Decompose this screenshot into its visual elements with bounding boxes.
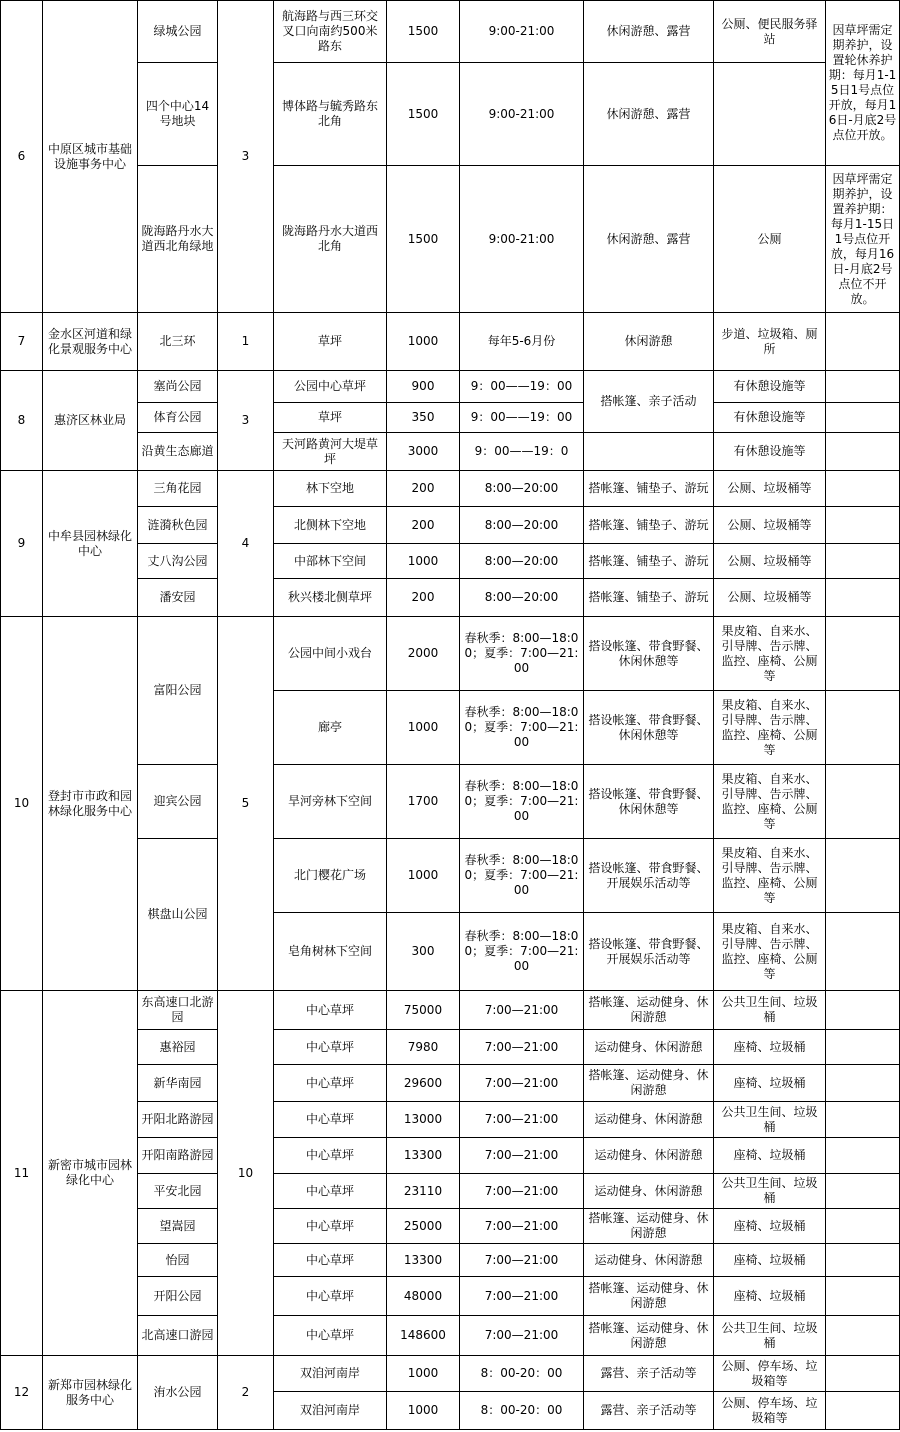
opening-hours-cell: 春秋季：8:00—18:00；夏季：7:00—21:00 [460, 839, 584, 913]
location-cell: 中心草坪 [274, 1277, 387, 1316]
area-cell: 3000 [387, 433, 460, 471]
remark-cell [826, 691, 900, 765]
location-cell: 中心草坪 [274, 1030, 387, 1065]
remark-cell [826, 1209, 900, 1244]
facilities-cell: 果皮箱、自来水、引导牌、告示牌、监控、座椅、公厕等 [714, 839, 826, 913]
area-cell: 13300 [387, 1244, 460, 1277]
remark-cell [826, 1356, 900, 1392]
park-name-cell: 北三环 [138, 313, 218, 371]
opening-hours-cell: 8:00—20:00 [460, 579, 584, 617]
park-name-cell: 开阳北路游园 [138, 1102, 218, 1138]
serial-number-cell: 8 [1, 371, 43, 471]
activity-cell: 露营、亲子活动等 [584, 1356, 714, 1392]
location-cell: 中心草坪 [274, 1174, 387, 1209]
management-unit-cell: 惠济区林业局 [43, 371, 138, 471]
point-count-cell: 4 [218, 471, 274, 617]
facilities-cell: 座椅、垃圾桶 [714, 1065, 826, 1102]
area-cell: 900 [387, 371, 460, 403]
opening-hours-cell: 9：00——19：00 [460, 371, 584, 403]
facilities-cell: 公厕 [714, 166, 826, 313]
location-cell: 北门樱花广场 [274, 839, 387, 913]
opening-hours-cell: 春秋季：8:00—18:00；夏季：7:00—21:00 [460, 617, 584, 691]
opening-hours-cell: 7:00—21:00 [460, 1209, 584, 1244]
area-cell: 1700 [387, 765, 460, 839]
park-name-cell: 开阳南路游园 [138, 1138, 218, 1174]
activity-cell: 运动健身、休闲游憩 [584, 1138, 714, 1174]
park-name-cell: 潘安园 [138, 579, 218, 617]
location-cell: 草坪 [274, 313, 387, 371]
remark-cell [826, 913, 900, 991]
opening-hours-cell: 7:00—21:00 [460, 1244, 584, 1277]
facilities-cell: 座椅、垃圾桶 [714, 1209, 826, 1244]
activity-cell: 休闲游憩、露营 [584, 1, 714, 63]
activity-cell: 搭设帐篷、带食野餐、休闲休憩等 [584, 617, 714, 691]
facilities-cell: 公厕、垃圾桶等 [714, 579, 826, 617]
location-cell: 北侧林下空地 [274, 507, 387, 544]
location-cell: 双洎河南岸 [274, 1356, 387, 1392]
park-name-cell: 三角花园 [138, 471, 218, 507]
location-cell: 双洎河南岸 [274, 1392, 387, 1430]
management-unit-cell: 新密市城市园林绿化中心 [43, 991, 138, 1356]
facilities-cell: 公厕、垃圾桶等 [714, 544, 826, 579]
opening-hours-cell: 9:00-21:00 [460, 166, 584, 313]
activity-cell: 搭设帐篷、带食野餐、休闲休憩等 [584, 691, 714, 765]
facilities-cell: 公厕、停车场、垃圾箱等 [714, 1356, 826, 1392]
area-cell: 1000 [387, 839, 460, 913]
activity-cell: 休闲游憩、露营 [584, 166, 714, 313]
park-name-cell: 怡园 [138, 1244, 218, 1277]
activity-cell: 搭帐篷、运动健身、休闲游憩 [584, 1316, 714, 1356]
park-name-cell: 涟漪秋色园 [138, 507, 218, 544]
remark-cell [826, 1030, 900, 1065]
location-cell: 公园中间小戏台 [274, 617, 387, 691]
remark-cell [826, 1277, 900, 1316]
park-name-cell: 体育公园 [138, 403, 218, 433]
location-cell: 公园中心草坪 [274, 371, 387, 403]
facilities-cell: 有休憩设施等 [714, 371, 826, 403]
location-cell: 旱河旁林下空间 [274, 765, 387, 839]
activity-cell: 搭帐篷、铺垫子、游玩 [584, 471, 714, 507]
serial-number-cell: 6 [1, 1, 43, 313]
management-unit-cell: 新郑市园林绿化服务中心 [43, 1356, 138, 1430]
area-cell: 13000 [387, 1102, 460, 1138]
remark-cell [826, 765, 900, 839]
table-row [1, 313, 900, 371]
activity-cell: 运动健身、休闲游憩 [584, 1244, 714, 1277]
facilities-cell: 步道、垃圾箱、厕所 [714, 313, 826, 371]
park-name-cell: 平安北园 [138, 1174, 218, 1209]
management-unit-cell: 中原区城市基础设施事务中心 [43, 1, 138, 313]
facilities-cell: 有休憩设施等 [714, 433, 826, 471]
serial-number-cell: 11 [1, 991, 43, 1356]
remark-cell [826, 617, 900, 691]
activity-cell: 搭帐篷、亲子活动 [584, 371, 714, 433]
facilities-cell: 公共卫生间、垃圾桶 [714, 1102, 826, 1138]
remark-cell [826, 313, 900, 371]
remark-cell [826, 839, 900, 913]
area-cell: 148600 [387, 1316, 460, 1356]
location-cell: 陇海路丹水大道西北角 [274, 166, 387, 313]
opening-hours-cell: 8:00—20:00 [460, 471, 584, 507]
activity-cell: 休闲游憩、露营 [584, 63, 714, 166]
activity-cell: 搭帐篷、运动健身、休闲游憩 [584, 991, 714, 1030]
area-cell: 13300 [387, 1138, 460, 1174]
facilities-cell: 公厕、便民服务驿站 [714, 1, 826, 63]
facilities-cell: 公厕、停车场、垃圾箱等 [714, 1392, 826, 1430]
table-row [1, 471, 900, 507]
activity-cell: 搭帐篷、铺垫子、游玩 [584, 579, 714, 617]
activity-cell: 搭帐篷、铺垫子、游玩 [584, 544, 714, 579]
opening-hours-cell: 8：00-20：00 [460, 1356, 584, 1392]
activity-cell: 运动健身、休闲游憩 [584, 1030, 714, 1065]
remark-cell [826, 579, 900, 617]
facilities-cell: 座椅、垃圾桶 [714, 1030, 826, 1065]
opening-hours-cell: 7:00—21:00 [460, 1065, 584, 1102]
opening-hours-cell: 9：00——19：0 [460, 433, 584, 471]
area-cell: 350 [387, 403, 460, 433]
point-count-cell: 3 [218, 371, 274, 471]
park-name-cell: 洧水公园 [138, 1356, 218, 1430]
park-name-cell: 塞尚公园 [138, 371, 218, 403]
opening-hours-cell: 9:00-21:00 [460, 1, 584, 63]
serial-number-cell: 9 [1, 471, 43, 617]
activity-cell: 搭帐篷、铺垫子、游玩 [584, 507, 714, 544]
opening-hours-cell: 7:00—21:00 [460, 1102, 584, 1138]
area-cell: 1000 [387, 1392, 460, 1430]
location-cell: 中心草坪 [274, 1138, 387, 1174]
opening-hours-cell: 9：00——19：00 [460, 403, 584, 433]
opening-hours-cell: 7:00—21:00 [460, 1030, 584, 1065]
table-row [1, 1356, 900, 1392]
location-cell: 中心草坪 [274, 1209, 387, 1244]
park-name-cell: 沿黄生态廊道 [138, 433, 218, 471]
management-unit-cell: 金水区河道和绿化景观服务中心 [43, 313, 138, 371]
opening-hours-cell: 8:00—20:00 [460, 544, 584, 579]
area-cell: 200 [387, 471, 460, 507]
park-name-cell: 四个中心14号地块 [138, 63, 218, 166]
location-cell: 中心草坪 [274, 1102, 387, 1138]
area-cell: 7980 [387, 1030, 460, 1065]
park-name-cell: 开阳公园 [138, 1277, 218, 1316]
activity-cell: 运动健身、休闲游憩 [584, 1102, 714, 1138]
point-count-cell: 5 [218, 617, 274, 991]
opening-hours-cell: 7:00—21:00 [460, 1174, 584, 1209]
opening-hours-cell: 7:00—21:00 [460, 1138, 584, 1174]
opening-hours-cell: 7:00—21:00 [460, 1316, 584, 1356]
area-cell: 23110 [387, 1174, 460, 1209]
park-name-cell: 丈八沟公园 [138, 544, 218, 579]
opening-hours-cell: 春秋季：8:00—18:00；夏季：7:00—21:00 [460, 691, 584, 765]
facilities-cell: 座椅、垃圾桶 [714, 1244, 826, 1277]
facilities-cell: 公厕、垃圾桶等 [714, 471, 826, 507]
remark-cell [826, 371, 900, 403]
park-name-cell: 惠裕园 [138, 1030, 218, 1065]
park-name-cell: 迎宾公园 [138, 765, 218, 839]
park-name-cell: 北高速口游园 [138, 1316, 218, 1356]
remark-cell: 因草坪需定期养护，设置养护期：每月1-15日1号点位开放，每月16日-月底2号点位不开放。 [826, 166, 900, 313]
area-cell: 1500 [387, 1, 460, 63]
remark-cell [826, 1244, 900, 1277]
facilities-cell: 座椅、垃圾桶 [714, 1277, 826, 1316]
remark-cell: 因草坪需定期养护，设置轮休养护期：每月1-15日1号点位开放，每月16日-月底2号点位开放。 [826, 1, 900, 166]
remark-cell [826, 1102, 900, 1138]
area-cell: 1000 [387, 1356, 460, 1392]
facilities-cell: 公共卫生间、垃圾桶 [714, 1316, 826, 1356]
serial-number-cell: 7 [1, 313, 43, 371]
location-cell: 中心草坪 [274, 1316, 387, 1356]
opening-hours-cell: 7:00—21:00 [460, 1277, 584, 1316]
facilities-cell: 果皮箱、自来水、引导牌、告示牌、监控、座椅、公厕等 [714, 913, 826, 991]
activity-cell: 搭帐篷、运动健身、休闲游憩 [584, 1209, 714, 1244]
activity-cell: 搭设帐篷、带食野餐、休闲休憩等 [584, 765, 714, 839]
point-count-cell: 2 [218, 1356, 274, 1430]
remark-cell [826, 991, 900, 1030]
location-cell: 林下空地 [274, 471, 387, 507]
park-name-cell: 望嵩园 [138, 1209, 218, 1244]
opening-hours-cell: 9:00-21:00 [460, 63, 584, 166]
facilities-cell: 公共卫生间、垃圾桶 [714, 991, 826, 1030]
area-cell: 75000 [387, 991, 460, 1030]
area-cell: 1000 [387, 544, 460, 579]
park-name-cell: 富阳公园 [138, 617, 218, 765]
remark-cell [826, 544, 900, 579]
management-unit-cell: 中牟县园林绿化中心 [43, 471, 138, 617]
table-row [1, 371, 900, 403]
location-cell: 中心草坪 [274, 1244, 387, 1277]
facilities-cell: 果皮箱、自来水、引导牌、告示牌、监控、座椅、公厕等 [714, 617, 826, 691]
activity-cell: 搭帐篷、运动健身、休闲游憩 [584, 1065, 714, 1102]
area-cell: 1500 [387, 63, 460, 166]
area-cell: 1500 [387, 166, 460, 313]
opening-hours-cell: 8:00—20:00 [460, 507, 584, 544]
location-cell: 中心草坪 [274, 1065, 387, 1102]
area-cell: 1000 [387, 313, 460, 371]
location-cell: 中心草坪 [274, 991, 387, 1030]
location-cell: 皂角树林下空间 [274, 913, 387, 991]
area-cell: 29600 [387, 1065, 460, 1102]
facilities-cell: 有休憩设施等 [714, 403, 826, 433]
remark-cell [826, 471, 900, 507]
activity-cell: 搭帐篷、运动健身、休闲游憩 [584, 1277, 714, 1316]
facilities-cell: 果皮箱、自来水、引导牌、告示牌、监控、座椅、公厕等 [714, 765, 826, 839]
location-cell: 航海路与西三环交叉口向南约500米路东 [274, 1, 387, 63]
remark-cell [826, 1174, 900, 1209]
facilities-cell [714, 63, 826, 166]
remark-cell [826, 433, 900, 471]
opening-hours-cell: 7:00—21:00 [460, 991, 584, 1030]
facilities-cell: 公厕、垃圾桶等 [714, 507, 826, 544]
serial-number-cell: 10 [1, 617, 43, 991]
opening-hours-cell: 春秋季：8:00—18:00；夏季：7:00—21:00 [460, 765, 584, 839]
location-cell: 天河路黄河大堤草坪 [274, 433, 387, 471]
area-cell: 200 [387, 507, 460, 544]
serial-number-cell: 12 [1, 1356, 43, 1430]
location-cell: 秋兴楼北侧草坪 [274, 579, 387, 617]
area-cell: 300 [387, 913, 460, 991]
remark-cell [826, 1065, 900, 1102]
location-cell: 草坪 [274, 403, 387, 433]
remark-cell [826, 1316, 900, 1356]
park-name-cell: 陇海路丹水大道西北角绿地 [138, 166, 218, 313]
parks-table-body [1, 1, 900, 1430]
area-cell: 200 [387, 579, 460, 617]
park-name-cell: 东高速口北游园 [138, 991, 218, 1030]
activity-cell [584, 433, 714, 471]
remark-cell [826, 507, 900, 544]
area-cell: 48000 [387, 1277, 460, 1316]
table-row [1, 991, 900, 1030]
point-count-cell: 1 [218, 313, 274, 371]
opening-hours-cell: 8：00-20：00 [460, 1392, 584, 1430]
facilities-cell: 果皮箱、自来水、引导牌、告示牌、监控、座椅、公厕等 [714, 691, 826, 765]
area-cell: 1000 [387, 691, 460, 765]
location-cell: 博体路与毓秀路东北角 [274, 63, 387, 166]
activity-cell: 运动健身、休闲游憩 [584, 1174, 714, 1209]
activity-cell: 休闲游憩 [584, 313, 714, 371]
activity-cell: 搭设帐篷、带食野餐、开展娱乐活动等 [584, 839, 714, 913]
area-cell: 2000 [387, 617, 460, 691]
remark-cell [826, 1138, 900, 1174]
opening-hours-cell: 每年5-6月份 [460, 313, 584, 371]
area-cell: 25000 [387, 1209, 460, 1244]
table-row [1, 1, 900, 63]
remark-cell [826, 1392, 900, 1430]
location-cell: 廊亭 [274, 691, 387, 765]
facilities-cell: 公共卫生间、垃圾桶 [714, 1174, 826, 1209]
park-name-cell: 棋盘山公园 [138, 839, 218, 991]
park-name-cell: 绿城公园 [138, 1, 218, 63]
table-row [1, 617, 900, 691]
point-count-cell: 3 [218, 1, 274, 313]
activity-cell: 露营、亲子活动等 [584, 1392, 714, 1430]
park-name-cell: 新华南园 [138, 1065, 218, 1102]
point-count-cell: 10 [218, 991, 274, 1356]
opening-hours-cell: 春秋季：8:00—18:00；夏季：7:00—21:00 [460, 913, 584, 991]
remark-cell [826, 403, 900, 433]
activity-cell: 搭设帐篷、带食野餐、开展娱乐活动等 [584, 913, 714, 991]
location-cell: 中部林下空间 [274, 544, 387, 579]
facilities-cell: 座椅、垃圾桶 [714, 1138, 826, 1174]
management-unit-cell: 登封市市政和园林绿化服务中心 [43, 617, 138, 991]
